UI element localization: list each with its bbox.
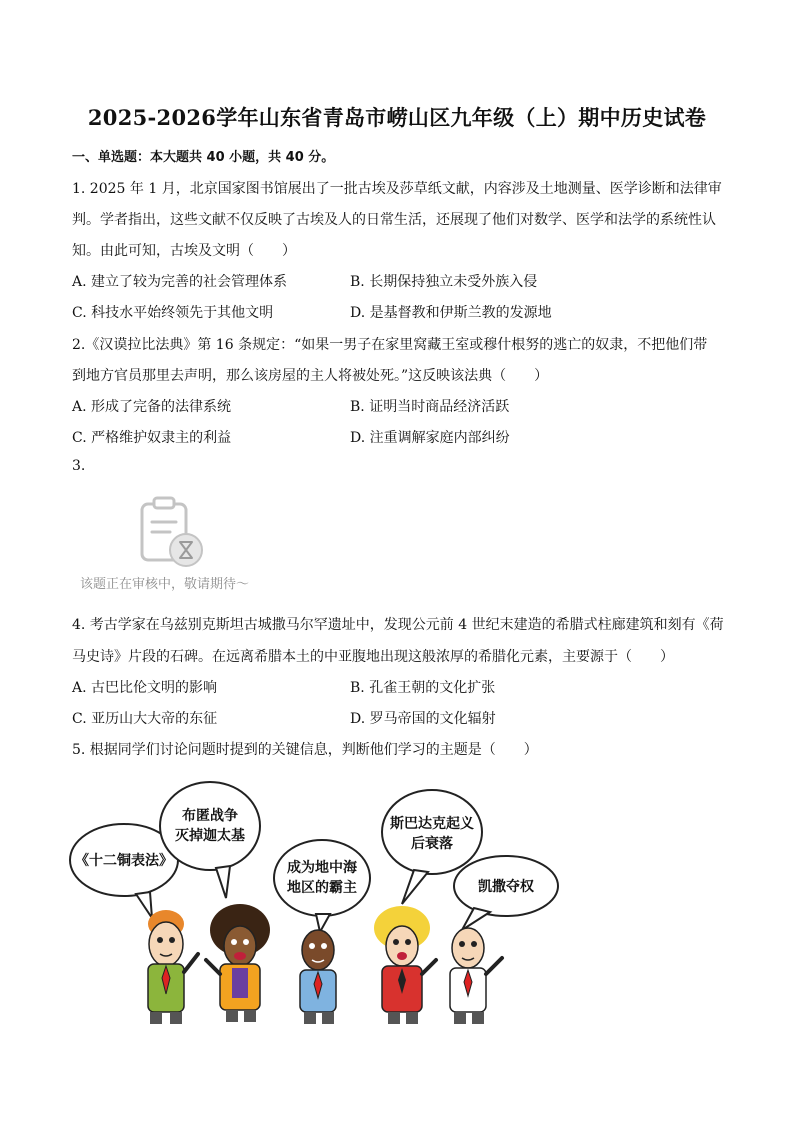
q4-line-1: 4. 考古学家在乌兹别克斯坦古城撒马尔罕遗址中，发现公元前 4 世纪末建造的希腊式柱廊建筑和刻有《荷 <box>72 617 724 633</box>
bubble-text-punic-war: 布匿战争 <box>182 808 238 824</box>
student-figure-2 <box>206 904 270 1022</box>
q2-line-1: 2.《汉谟拉比法典》第 16 条规定：“如果一男子在家里窝藏王室或穆什根努的逃亡的奴隶，不把他们带 <box>72 337 708 353</box>
q4-option-b[interactable]: B. 孔雀王朝的文化扩张 <box>350 680 496 696</box>
speech-bubble-5 <box>454 856 558 930</box>
bubble-text-decline: 后衰落 <box>411 836 453 852</box>
q2-option-b[interactable]: B. 证明当时商品经济活跃 <box>350 399 510 415</box>
speech-bubble-3 <box>274 840 370 932</box>
q1-line-1: 1. 2025 年 1 月，北京国家图书馆展出了一批古埃及莎草纸文献，内容涉及土地测量、医学诊断和法律审 <box>72 181 722 197</box>
q4-option-a[interactable]: A. 古巴比伦文明的影响 <box>72 680 218 696</box>
q1-option-b[interactable]: B. 长期保持独立未受外族入侵 <box>350 274 538 290</box>
bubble-text-hegemon: 地区的霸主 <box>287 880 357 896</box>
q2-option-d[interactable]: D. 注重调解家庭内部纠纷 <box>350 430 510 446</box>
q1-option-c[interactable]: C. 科技水平始终领先于其他文明 <box>72 305 274 321</box>
q1-option-a[interactable]: A. 建立了较为完善的社会管理体系 <box>72 274 288 290</box>
bubble-text-caesar: 凯撒夺权 <box>478 879 534 895</box>
q4-option-c[interactable]: C. 亚历山大大帝的东征 <box>72 711 218 727</box>
section-heading: 一、单选题：本大题共 40 小题，共 40 分。 <box>72 150 335 165</box>
q4-line-2: 马史诗》片段的石碑。在远离希腊本土的中亚腹地出现这般浓厚的希腊化元素，主要源于（ ） <box>72 649 674 665</box>
bubble-text-destroy-carthage: 灭掉迦太基 <box>175 828 245 844</box>
students-discussion-cartoon <box>66 768 566 1030</box>
q4-option-d[interactable]: D. 罗马帝国的文化辐射 <box>350 711 496 727</box>
student-figure-3 <box>300 930 336 1024</box>
bubble-text-twelve-tables: 《十二铜表法》 <box>75 853 173 869</box>
student-figure-4 <box>374 906 436 1024</box>
student-figure-1 <box>148 910 198 1024</box>
speech-bubble-2 <box>160 782 260 898</box>
exam-title: 2025-2026学年山东省青岛市崂山区九年级（上）期中历史试卷 <box>87 105 707 130</box>
q1-line-2: 判。学者指出，这些文献不仅反映了古埃及人的日常生活，还展现了他们对数学、医学和法学的系统性认 <box>72 212 716 228</box>
q1-option-d[interactable]: D. 是基督教和伊斯兰教的发源地 <box>350 305 552 321</box>
bubble-text-mediterranean: 成为地中海 <box>287 860 357 876</box>
q1-line-3: 知。由此可知，古埃及文明（ ） <box>72 243 296 259</box>
q2-line-2: 到地方官员那里去声明，那么该房屋的主人将被处死。”这反映该法典（ ） <box>72 368 549 384</box>
q5-line-1: 5. 根据同学们讨论问题时提到的关键信息，判断他们学习的主题是（ ） <box>72 742 538 758</box>
q3-number: 3. <box>72 458 86 474</box>
review-pending-icon <box>128 494 214 568</box>
student-figure-5 <box>450 928 502 1024</box>
q2-option-a[interactable]: A. 形成了完备的法律系统 <box>72 399 232 415</box>
review-pending-text: 该题正在审核中，敬请期待～ <box>80 577 250 592</box>
q2-option-c[interactable]: C. 严格维护奴隶主的利益 <box>72 430 232 446</box>
bubble-text-spartacus: 斯巴达克起义 <box>390 816 474 832</box>
